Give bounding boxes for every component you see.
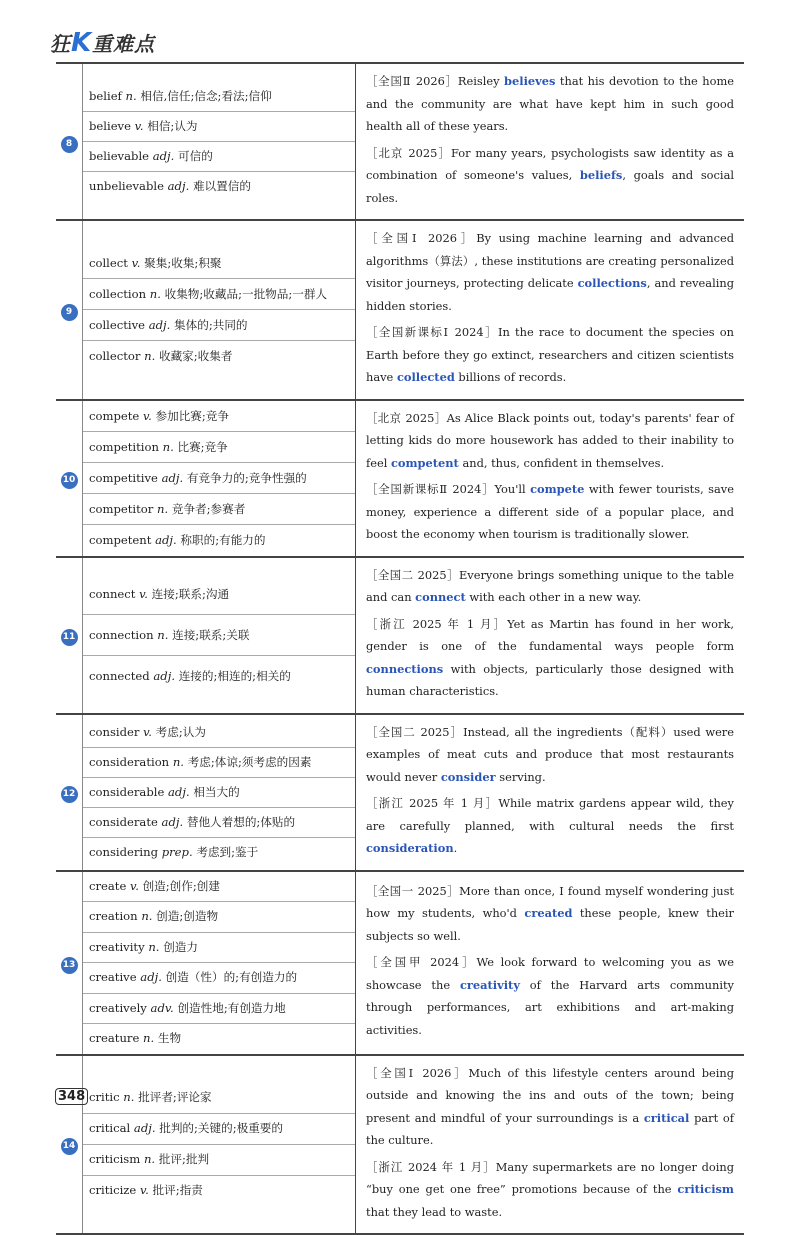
word-definition: 相信;认为 bbox=[147, 119, 198, 133]
example-keyword: beliefs bbox=[579, 168, 623, 182]
example-text-after: these people, knew their subjects so well. bbox=[366, 906, 734, 943]
word-entry bbox=[83, 112, 355, 142]
word-definition: 集体的;共同的 bbox=[174, 317, 248, 332]
word-list bbox=[83, 871, 356, 1055]
word-entry-text bbox=[89, 148, 213, 165]
example-text-after: part of the culture. bbox=[366, 1110, 734, 1147]
word-entry-text bbox=[89, 501, 245, 518]
word-part-of-speech: adj. bbox=[153, 668, 176, 683]
word-part-of-speech: n. bbox=[148, 939, 160, 954]
example-sentences bbox=[356, 220, 745, 400]
word-list bbox=[83, 714, 356, 871]
word-entry-text bbox=[89, 348, 232, 365]
word-definition: 创造;创造物 bbox=[156, 909, 219, 924]
word-part-of-speech: v. bbox=[143, 724, 152, 739]
group-number-cell bbox=[56, 63, 83, 220]
word-headword: believable bbox=[89, 149, 150, 163]
word-entry bbox=[83, 494, 355, 525]
group-number-badge: 12 bbox=[61, 786, 78, 803]
word-headword: unbelievable bbox=[89, 179, 164, 193]
word-definition: 连接;联系;沟通 bbox=[151, 586, 230, 601]
word-entry-text bbox=[89, 724, 206, 741]
word-entry-text bbox=[89, 408, 229, 425]
word-group bbox=[56, 871, 744, 1055]
example-sentence bbox=[366, 321, 734, 389]
word-headword: belief bbox=[89, 89, 122, 103]
word-headword: collect bbox=[89, 255, 128, 270]
word-list bbox=[83, 400, 356, 557]
group-number-cell bbox=[56, 1055, 83, 1235]
word-part-of-speech: n. bbox=[141, 909, 153, 924]
word-part-of-speech: n. bbox=[143, 1031, 155, 1046]
word-headword: competition bbox=[89, 439, 159, 454]
word-entry bbox=[83, 432, 355, 463]
group-number-badge: 9 bbox=[61, 304, 78, 321]
word-headword: collector bbox=[89, 348, 141, 363]
word-part-of-speech: adj. bbox=[148, 317, 171, 332]
example-keyword: created bbox=[524, 906, 573, 921]
word-headword: connection bbox=[89, 627, 154, 642]
word-entry-text bbox=[89, 286, 327, 303]
word-headword: creatively bbox=[89, 1000, 147, 1015]
word-definition: 批判的;关键的;极重要的 bbox=[159, 1121, 283, 1136]
example-text-before: ［全国新课标Ⅱ 2024］You'll bbox=[366, 482, 531, 496]
word-definition: 收集物;收藏品;一批物品;一群人 bbox=[164, 286, 328, 301]
example-sentence bbox=[366, 478, 734, 546]
example-sentence bbox=[366, 721, 734, 789]
example-text-after: with each other in a new way. bbox=[465, 590, 642, 604]
example-sentences bbox=[356, 714, 745, 871]
word-entry bbox=[83, 1114, 355, 1145]
word-entry-text bbox=[89, 255, 222, 272]
word-entry-text bbox=[89, 754, 311, 771]
example-text-before: ［浙江 2025 年 1 月］While matrix gardens appear wild, they are carefully planned, with cultural needs the first bbox=[366, 796, 734, 833]
example-sentence bbox=[366, 792, 734, 860]
word-definition: 称职的;有能力的 bbox=[180, 532, 266, 547]
example-sentence bbox=[366, 70, 734, 138]
example-keyword: consider bbox=[440, 769, 496, 784]
word-list bbox=[83, 220, 356, 400]
logo-text-b: 重难点 bbox=[92, 32, 156, 56]
word-entry bbox=[83, 525, 355, 555]
word-entry-text bbox=[89, 814, 295, 831]
word-definition: 难以置信的 bbox=[192, 179, 251, 193]
word-headword: critic bbox=[89, 1090, 120, 1105]
word-headword: consideration bbox=[89, 754, 170, 769]
example-text-before: ［全国二 2025］Instead, all the ingredients（配料）used were examples of meat cuts and produce that most restaurants would never bbox=[366, 724, 734, 784]
group-number-badge: 8 bbox=[61, 136, 78, 153]
word-headword: criticize bbox=[89, 1183, 137, 1198]
word-definition: 可信的 bbox=[178, 149, 213, 163]
word-entry bbox=[83, 615, 355, 656]
word-part-of-speech: n. bbox=[149, 286, 161, 301]
word-definition: 创造性地;有创造力地 bbox=[177, 1000, 286, 1015]
word-headword: believe bbox=[89, 119, 131, 133]
word-entry-text bbox=[89, 939, 198, 956]
word-group bbox=[56, 400, 744, 557]
group-number-cell bbox=[56, 220, 83, 400]
example-keyword: collected bbox=[396, 370, 455, 384]
word-headword: considering bbox=[89, 844, 159, 859]
word-entry-text bbox=[89, 586, 229, 603]
example-sentences bbox=[356, 1055, 745, 1235]
example-text-after: and, thus, confident in themselves. bbox=[458, 455, 665, 470]
group-number-badge: 13 bbox=[61, 957, 78, 974]
word-headword: creation bbox=[89, 909, 138, 924]
word-entry-text bbox=[89, 1089, 212, 1106]
word-entry bbox=[83, 963, 355, 994]
word-headword: criticism bbox=[89, 1152, 141, 1167]
word-entry bbox=[83, 574, 355, 615]
header-logo bbox=[50, 28, 155, 58]
word-headword: creativity bbox=[89, 939, 145, 954]
word-entry bbox=[83, 718, 355, 748]
example-keyword: connections bbox=[366, 661, 444, 676]
word-definition: 批评;指责 bbox=[152, 1183, 203, 1198]
word-part-of-speech: n. bbox=[143, 1152, 156, 1167]
word-entry bbox=[83, 748, 355, 778]
word-headword: considerable bbox=[89, 784, 165, 799]
word-definition: 竞争者;参赛者 bbox=[171, 501, 246, 516]
word-headword: collective bbox=[89, 317, 146, 332]
example-text-after: of the Harvard arts community through performances, art exhibitions and art-making activities. bbox=[366, 977, 734, 1037]
word-list bbox=[83, 63, 356, 220]
word-entry bbox=[83, 872, 355, 903]
word-entry-text bbox=[89, 1000, 286, 1017]
word-headword: creature bbox=[89, 1031, 140, 1046]
word-entry-text bbox=[89, 1120, 283, 1137]
word-group bbox=[56, 714, 744, 871]
example-text-before: ［浙江 2025 年 1 月］Yet as Martin has found in her work, gender is one of the fundamental ways people form bbox=[366, 616, 734, 653]
word-entry-text bbox=[89, 878, 220, 895]
example-keyword: consideration bbox=[366, 841, 454, 855]
word-part-of-speech: n. bbox=[157, 501, 169, 516]
group-number-cell bbox=[56, 871, 83, 1055]
example-keyword: competent bbox=[390, 455, 459, 470]
word-definition: 批评者;评论家 bbox=[138, 1090, 212, 1105]
word-headword: considerate bbox=[89, 814, 158, 829]
word-part-of-speech: adj. bbox=[155, 532, 177, 547]
example-text-after: that his devotion to the home and the community are what have kept him in such good health all of these years. bbox=[366, 74, 734, 133]
word-definition: 考虑;认为 bbox=[155, 724, 206, 739]
example-text-before: ［北京 2025］As Alice Black points out, today's parents' fear of letting kids do more housework has added to their inability to feel bbox=[366, 410, 734, 470]
word-entry-text bbox=[89, 178, 251, 195]
word-definition: 相当大的 bbox=[193, 784, 240, 799]
example-sentences bbox=[356, 63, 745, 220]
word-definition: 创造力 bbox=[163, 939, 198, 954]
word-list bbox=[83, 557, 356, 714]
word-part-of-speech: n. bbox=[162, 439, 174, 454]
word-entry bbox=[83, 1176, 355, 1206]
example-text-before: ［全国一 2025］More than once, I found myself wondering just how my students, who'd bbox=[366, 883, 734, 921]
word-definition: 相信,信任;信念;看法;信仰 bbox=[140, 89, 272, 103]
word-part-of-speech: v. bbox=[134, 119, 144, 133]
word-entry bbox=[83, 172, 355, 201]
word-entry bbox=[83, 1145, 355, 1176]
word-part-of-speech: n. bbox=[172, 754, 184, 769]
example-keyword: collections bbox=[577, 276, 647, 290]
word-entry-text bbox=[89, 844, 258, 861]
word-part-of-speech: adj. bbox=[161, 814, 184, 829]
word-headword: competent bbox=[89, 532, 152, 547]
word-entry-text bbox=[89, 908, 218, 925]
word-entry bbox=[83, 142, 355, 172]
example-text-before: ［全国Ⅰ 2026］By using machine learning and advanced algorithms（算法）, these institutions are creating personalized visitor journeys, protecting delicate bbox=[366, 231, 734, 290]
word-headword: create bbox=[89, 878, 127, 893]
example-text-before: ［全国新课标Ⅰ 2024］In the race to document the species on Earth before they go extinct, researchers and citizen scientists have bbox=[366, 325, 734, 384]
example-keyword: connect bbox=[415, 590, 466, 604]
word-headword: collection bbox=[89, 286, 147, 301]
word-definition: 连接的;相连的;相关的 bbox=[178, 668, 291, 683]
word-entry-text bbox=[89, 1182, 203, 1199]
word-entry bbox=[83, 808, 355, 838]
example-text-after: . bbox=[453, 841, 458, 855]
example-sentence bbox=[366, 1156, 734, 1224]
example-text-after: serving. bbox=[495, 769, 546, 784]
word-entry bbox=[83, 310, 355, 341]
word-part-of-speech: prep. bbox=[161, 844, 193, 859]
example-text-after: , and revealing hidden stories. bbox=[366, 276, 734, 313]
example-keyword: creativity bbox=[459, 977, 520, 992]
word-part-of-speech: adj. bbox=[161, 470, 184, 485]
word-definition: 比赛;竞争 bbox=[177, 439, 228, 454]
word-entry bbox=[83, 1024, 355, 1054]
word-headword: creative bbox=[89, 970, 137, 985]
example-text-after: with objects, particularly those designed with human characteristics. bbox=[366, 661, 734, 698]
word-entry bbox=[83, 1083, 355, 1114]
example-text-after: , goals and social roles. bbox=[366, 168, 734, 205]
logo-k: K bbox=[71, 28, 93, 58]
word-definition: 批评;批判 bbox=[158, 1152, 210, 1167]
word-definition: 创造（性）的;有创造力的 bbox=[165, 970, 298, 985]
example-sentence bbox=[366, 407, 734, 475]
example-sentence bbox=[366, 951, 734, 1041]
word-entry bbox=[83, 248, 355, 279]
example-text-before: ［全国二 2025］Everyone brings something unique to the table and can bbox=[366, 567, 734, 604]
word-entry bbox=[83, 341, 355, 371]
word-part-of-speech: v. bbox=[139, 586, 148, 601]
example-sentences bbox=[356, 871, 745, 1055]
word-group bbox=[56, 1055, 744, 1235]
example-sentence bbox=[366, 1062, 734, 1152]
word-part-of-speech: adj. bbox=[167, 179, 190, 193]
example-sentence bbox=[366, 564, 734, 609]
word-entry-text bbox=[89, 88, 272, 105]
word-headword: connected bbox=[89, 668, 150, 683]
word-part-of-speech: adj. bbox=[133, 1121, 156, 1136]
word-entry-text bbox=[89, 969, 297, 986]
word-entry-text bbox=[89, 784, 240, 801]
word-headword: competitor bbox=[89, 501, 154, 516]
word-part-of-speech: n. bbox=[123, 1090, 135, 1105]
word-part-of-speech: n. bbox=[125, 89, 137, 103]
word-headword: critical bbox=[89, 1121, 131, 1136]
group-number-cell bbox=[56, 400, 83, 557]
word-definition: 创造;创作;创建 bbox=[142, 878, 220, 893]
word-group bbox=[56, 63, 744, 220]
example-keyword: compete bbox=[530, 482, 585, 496]
word-entry bbox=[83, 994, 355, 1025]
example-keyword: believes bbox=[504, 74, 556, 88]
page-number: 348 bbox=[55, 1088, 88, 1105]
word-entry bbox=[83, 838, 355, 867]
word-entry-text bbox=[89, 532, 265, 549]
example-sentence bbox=[366, 613, 734, 703]
word-headword: competitive bbox=[89, 470, 158, 485]
word-part-of-speech: v. bbox=[142, 408, 152, 423]
word-entry bbox=[83, 463, 355, 494]
word-definition: 参加比赛;竞争 bbox=[155, 408, 229, 423]
example-text-after: that they lead to waste. bbox=[366, 1204, 503, 1219]
word-entry bbox=[83, 656, 355, 696]
word-entry-text bbox=[89, 668, 291, 685]
vocabulary-table bbox=[56, 62, 744, 1235]
example-text-after: with fewer tourists, save money, experience a different side of a popular place, and boost the economy when tourism is traditionally slower. bbox=[366, 482, 734, 541]
word-definition: 有竞争力的;竞争性强的 bbox=[186, 470, 307, 485]
word-entry-text bbox=[89, 470, 307, 487]
word-entry-text bbox=[89, 627, 250, 644]
word-headword: consider bbox=[89, 724, 140, 739]
word-part-of-speech: adv. bbox=[150, 1000, 174, 1015]
word-group bbox=[56, 220, 744, 400]
example-sentence bbox=[366, 227, 734, 317]
word-part-of-speech: v. bbox=[131, 255, 141, 270]
word-definition: 连接;联系;关联 bbox=[172, 627, 250, 642]
word-headword: connect bbox=[89, 586, 136, 601]
example-text-before: ［全国Ⅰ 2026］Much of this lifestyle centers around being outside and knowing the ins and outs of the town; being present and mindful of your surroundings is a bbox=[366, 1065, 734, 1125]
word-definition: 聚集;收集;积聚 bbox=[144, 255, 222, 270]
word-headword: compete bbox=[89, 408, 140, 423]
word-entry-text bbox=[89, 1151, 209, 1168]
example-sentence bbox=[366, 880, 734, 948]
word-part-of-speech: n. bbox=[157, 627, 169, 642]
example-sentence bbox=[366, 142, 734, 210]
example-text-before: ［全国甲 2024］We look forward to welcoming you as we showcase the bbox=[366, 955, 734, 992]
word-group bbox=[56, 557, 744, 714]
example-text-before: ［浙江 2024 年 1 月］Many supermarkets are no longer doing “buy one get one free” promotions because of the bbox=[366, 1159, 734, 1196]
group-number-cell bbox=[56, 714, 83, 871]
word-part-of-speech: n. bbox=[144, 348, 156, 363]
word-part-of-speech: v. bbox=[139, 1183, 149, 1198]
group-number-badge: 10 bbox=[61, 472, 78, 489]
word-entry-text bbox=[89, 317, 248, 334]
example-sentences bbox=[356, 557, 745, 714]
word-definition: 替他人着想的;体贴的 bbox=[186, 814, 296, 829]
word-entry-text bbox=[89, 439, 228, 456]
word-entry bbox=[83, 279, 355, 310]
group-number-badge: 11 bbox=[61, 629, 78, 646]
word-definition: 考虑;体谅;须考虑的因素 bbox=[187, 754, 312, 769]
word-entry-text bbox=[89, 118, 198, 135]
example-text-after: billions of records. bbox=[454, 370, 567, 384]
logo-text-a: 狂 bbox=[50, 32, 71, 56]
word-part-of-speech: adj. bbox=[140, 970, 162, 985]
word-list bbox=[83, 1055, 356, 1235]
word-definition: 考虑到;鉴于 bbox=[196, 844, 259, 859]
word-entry bbox=[83, 902, 355, 933]
example-keyword: critical bbox=[643, 1110, 690, 1125]
word-entry bbox=[83, 933, 355, 964]
group-number-badge: 14 bbox=[61, 1138, 78, 1155]
example-sentences bbox=[356, 400, 745, 557]
word-entry-text bbox=[89, 1030, 181, 1047]
example-text-before: ［北京 2025］For many years, psychologists saw identity as a combination of someone's values, bbox=[366, 145, 734, 182]
word-part-of-speech: adj. bbox=[152, 149, 175, 163]
word-entry bbox=[83, 401, 355, 432]
word-definition: 生物 bbox=[157, 1031, 182, 1046]
word-entry bbox=[83, 778, 355, 808]
word-entry bbox=[83, 82, 355, 112]
example-keyword: criticism bbox=[677, 1182, 734, 1196]
word-part-of-speech: v. bbox=[130, 878, 139, 893]
group-number-cell bbox=[56, 557, 83, 714]
word-definition: 收藏家;收集者 bbox=[158, 348, 233, 363]
example-text-before: ［全国Ⅱ 2026］Reisley bbox=[366, 74, 505, 88]
word-part-of-speech: adj. bbox=[168, 784, 190, 799]
